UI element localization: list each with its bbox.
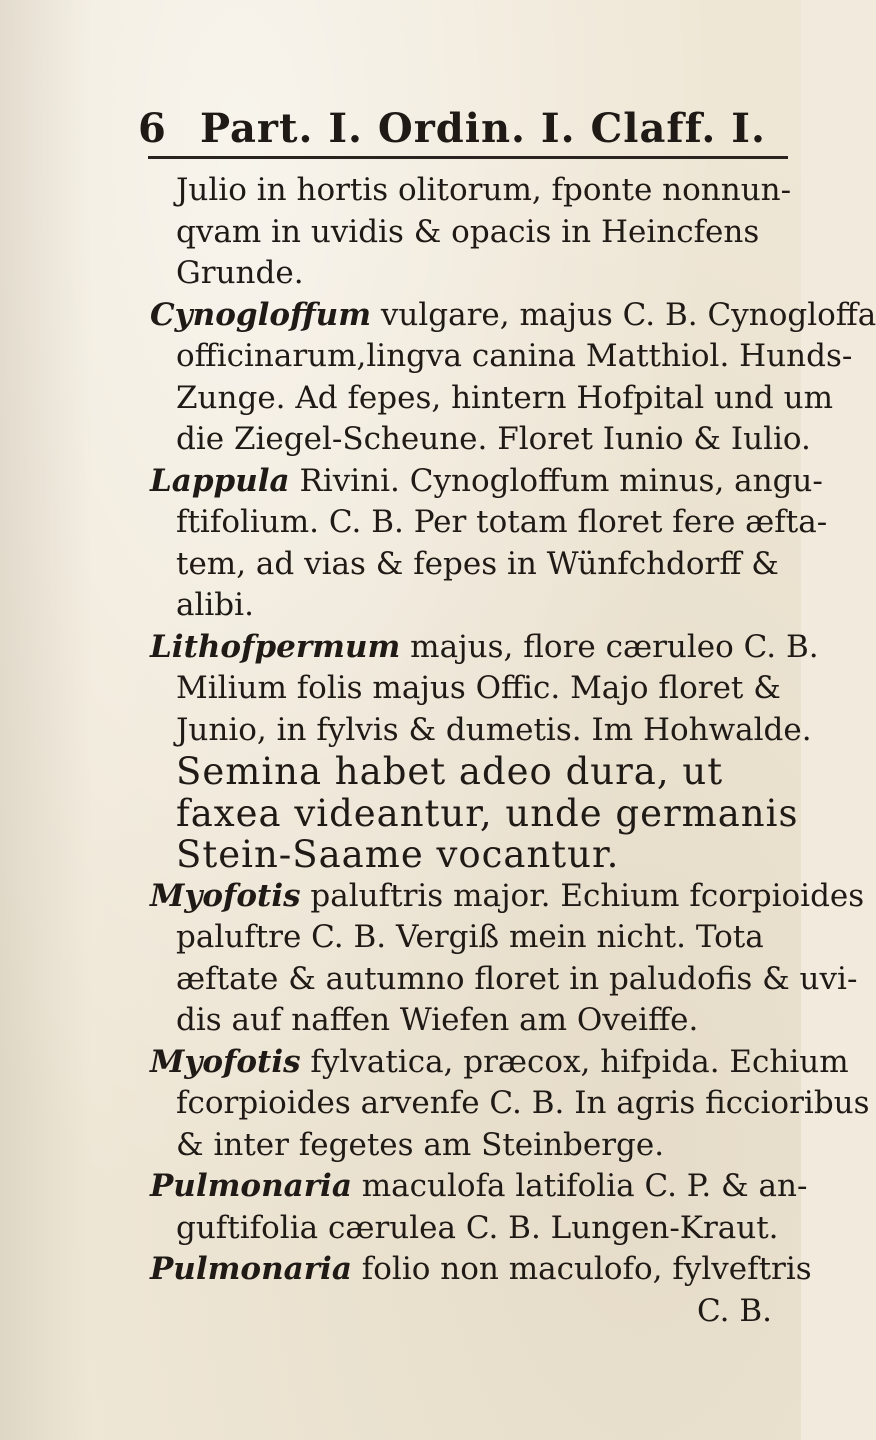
- line-text: paluftre C. B. Vergiß mein nicht. Tota: [176, 919, 764, 955]
- line-text: die Ziegel-Scheune. Floret Iunio & Iulio.: [176, 421, 811, 457]
- text-line: [150, 1291, 790, 1333]
- body-text: [150, 170, 876, 1332]
- line-text: maculofa latifolia C. P. & an-: [351, 1168, 808, 1204]
- text-line: [150, 544, 790, 586]
- page-number: 6: [138, 105, 167, 152]
- page-gutter-shadow: [0, 0, 92, 1440]
- text-line: [150, 170, 790, 212]
- running-title: Part. I. Ordin. I. Claff. I.: [200, 105, 766, 152]
- text-line: [150, 1125, 790, 1167]
- plant-name: Lappula: [150, 462, 290, 499]
- line-text: paluftris major. Echium fcorpioides: [300, 877, 865, 914]
- text-line: [150, 917, 790, 959]
- text-line: [150, 668, 790, 710]
- plant-name: Myofotis: [150, 877, 301, 914]
- text-line: [150, 461, 823, 503]
- plant-name: Pulmonaria: [150, 1251, 352, 1287]
- line-text: Semina habet adeo dura, ut: [176, 750, 724, 793]
- text-line: [150, 710, 812, 752]
- text-line: [150, 502, 828, 544]
- plant-name: Pulmonaria: [150, 1168, 352, 1204]
- text-line: [150, 834, 790, 876]
- text-line: [150, 1208, 790, 1250]
- text-line: [150, 876, 865, 918]
- line-text: Junio, in fylvis & dumetis. Im Hohwalde.: [176, 711, 812, 748]
- line-text: Zunge. Ad fepes, hintern Hofpital und um: [176, 379, 833, 416]
- line-text: Grunde.: [176, 255, 304, 291]
- line-text: fcorpioides arvenfe C. B. In agris ficcioribus: [176, 1085, 870, 1121]
- line-text: fylvatica, præcox, hifpida. Echium: [300, 1043, 849, 1080]
- line-text: faxea videantur, unde germanis: [176, 791, 799, 835]
- text-line: [150, 1166, 808, 1208]
- text-line: [150, 1000, 790, 1042]
- text-line: [150, 295, 876, 337]
- plant-name: Lithofpermum: [150, 628, 401, 665]
- line-text: Milium folis majus Offic. Majo floret &: [176, 670, 781, 706]
- text-line: [150, 1042, 849, 1084]
- line-text: ftifolium. C. B. Per totam floret fere æfta-: [176, 504, 828, 540]
- header-rule: [148, 156, 788, 159]
- text-line: [150, 751, 790, 793]
- line-text: guftifolia cærulea C. B. Lungen-Kraut.: [176, 1209, 779, 1246]
- text-line: [150, 253, 790, 295]
- line-text: majus, flore cæruleo C. B.: [400, 628, 819, 665]
- running-header: [138, 100, 778, 152]
- text-line: [150, 585, 790, 627]
- line-text: officinarum,lingva canina Matthiol. Hunds-: [176, 338, 853, 374]
- line-text: alibi.: [176, 587, 254, 623]
- text-line: [150, 336, 853, 378]
- text-line: [150, 1083, 870, 1125]
- plant-name: Myofotis: [150, 1043, 301, 1080]
- plant-name: Cynogloffum: [150, 296, 372, 333]
- line-text: æftate & autumno floret in paludofis & uvi-: [176, 960, 858, 997]
- line-text: Stein-Saame vocantur.: [176, 833, 620, 876]
- line-text: C. B.: [697, 1292, 772, 1329]
- line-text: folio non maculofo, fylveftris: [351, 1251, 812, 1287]
- text-line: [150, 959, 858, 1001]
- text-line: [150, 378, 833, 420]
- line-text: qvam in uvidis & opacis in Heincfens: [176, 213, 760, 250]
- text-line: [150, 419, 811, 461]
- line-text: vulgare, majus C. B. Cynogloffa: [371, 296, 876, 333]
- text-line: [150, 1249, 812, 1291]
- text-line: [150, 212, 790, 254]
- line-text: Julio in hortis olitorum, fponte nonnun-: [176, 172, 792, 208]
- line-text: dis auf naffen Wiefen am Oveiffe.: [176, 1002, 699, 1038]
- text-line: [150, 627, 819, 669]
- line-text: tem, ad vias & fepes in Wünfchdorff &: [176, 545, 779, 582]
- text-line: [150, 791, 799, 835]
- line-text: & inter fegetes am Steinberge.: [176, 1126, 665, 1163]
- line-text: Rivini. Cynogloffum minus, angu-: [289, 462, 823, 499]
